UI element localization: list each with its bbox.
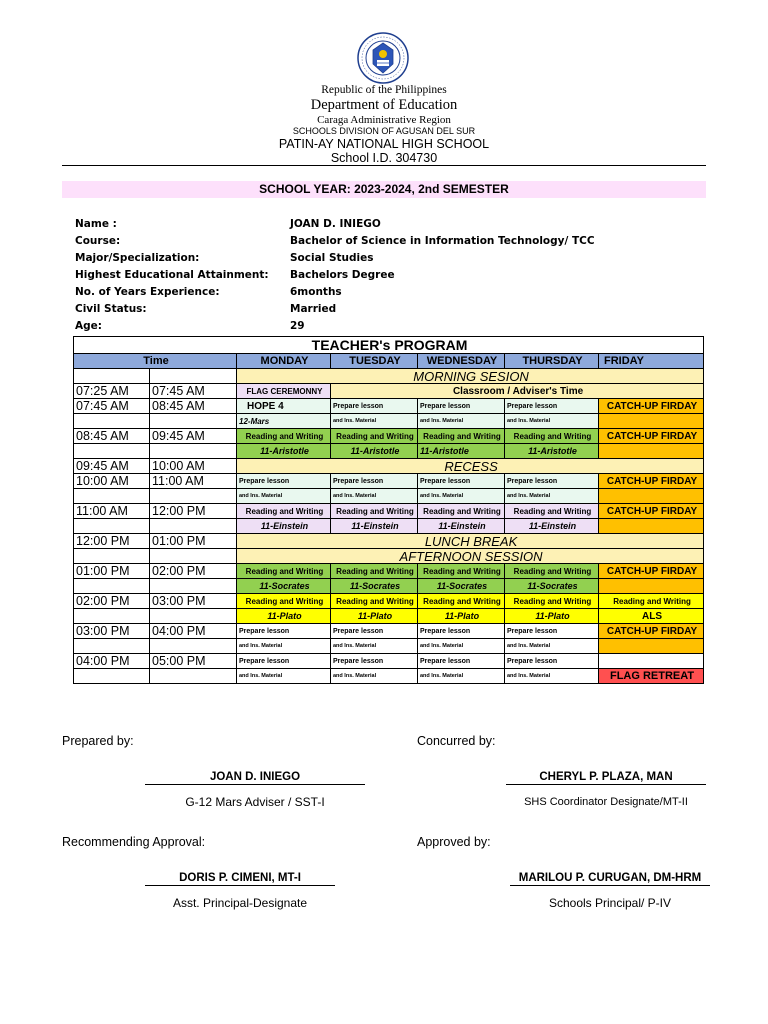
table-row [74, 459, 704, 474]
als-cell: ALS [599, 609, 704, 624]
prepared-by-name: JOAN D. INIEGO [145, 771, 365, 785]
prepare-cell: Prepare lesson [505, 654, 599, 669]
section-cell: 11-Aristotle [331, 444, 418, 459]
section-cell: 11-Socrates [418, 579, 505, 594]
material-cell: and Ins. Material [418, 414, 505, 429]
time-start: 12:00 PM [74, 534, 150, 549]
table-row [74, 609, 704, 624]
department-text: Department of Education [310, 97, 458, 113]
time-start: 11:00 AM [74, 504, 150, 519]
program-title: TEACHER's PROGRAM [74, 337, 704, 354]
time-end: 11:00 AM [150, 474, 237, 489]
prepare-cell: Prepare lesson [418, 399, 505, 414]
teacher-program-table [73, 336, 704, 684]
mars-cell: 12-Mars [237, 414, 331, 429]
recess-label: RECESS [237, 459, 704, 474]
table-row [74, 474, 704, 489]
adviser-time-cell: Classroom / Adviser's Time [331, 384, 704, 399]
catchup-cell: CATCH-UP FIRDAY [599, 399, 704, 414]
material-cell: and Ins. Material [237, 489, 331, 504]
material-cell: and Ins. Material [331, 639, 418, 654]
time-end: 03:00 PM [150, 594, 237, 609]
time-start: 08:45 AM [74, 429, 150, 444]
table-row [74, 444, 704, 459]
table-header-row [74, 354, 704, 369]
reading-writing-cell: Reading and Writing [418, 429, 505, 444]
flag-ceremony-cell: FLAG CEREMONNY [237, 384, 331, 399]
catchup-cell: CATCH-UP FIRDAY [599, 504, 704, 519]
section-cell: 11-Aristotle [418, 444, 505, 459]
recommending-approval-label: Recommending Approval: [62, 835, 206, 849]
school-year-banner: SCHOOL YEAR: 2023-2024, 2nd SEMESTER [62, 181, 706, 198]
section-cell: 11-Einstein [331, 519, 418, 534]
header-wednesday: WEDNESDAY [418, 354, 505, 369]
header-divider [62, 165, 706, 166]
time-end: 04:00 PM [150, 624, 237, 639]
concurred-by-label: Concurred by: [417, 734, 496, 748]
section-cell: 11-Einstein [237, 519, 331, 534]
reading-writing-cell: Reading and Writing [505, 564, 599, 579]
section-cell: 11-Einstein [418, 519, 505, 534]
reading-writing-cell: Reading and Writing [331, 504, 418, 519]
region-text: Caraga Administrative Region [317, 114, 451, 126]
catchup-cell: CATCH-UP FIRDAY [599, 624, 704, 639]
recommending-name: DORIS P. CIMENI, MT-I [145, 872, 335, 886]
catchup-cell: CATCH-UP FIRDAY [599, 429, 704, 444]
header-friday: FRIDAY [599, 354, 704, 369]
school-id: School I.D. 304730 [330, 151, 438, 165]
section-cell: 11-Einstein [505, 519, 599, 534]
time-end: 08:45 AM [150, 399, 237, 414]
table-row [74, 654, 704, 669]
reading-writing-cell: Reading and Writing [331, 594, 418, 609]
reading-writing-cell: Reading and Writing [331, 429, 418, 444]
table-row [74, 399, 704, 414]
header-time: Time [74, 354, 237, 369]
reading-writing-cell: Reading and Writing [599, 594, 704, 609]
time-end: 09:45 AM [150, 429, 237, 444]
time-end: 02:00 PM [150, 564, 237, 579]
catchup-cell: CATCH-UP FIRDAY [599, 564, 704, 579]
reading-writing-cell: Reading and Writing [505, 504, 599, 519]
table-row [74, 429, 704, 444]
recommending-position: Asst. Principal-Designate [172, 896, 308, 910]
reading-writing-cell: Reading and Writing [237, 429, 331, 444]
time-end: 10:00 AM [150, 459, 237, 474]
time-start: 07:25 AM [74, 384, 150, 399]
header-monday: MONDAY [237, 354, 331, 369]
approved-by-name: MARILOU P. CURUGAN, DM-HRM [510, 872, 710, 886]
reading-writing-cell: Reading and Writing [418, 564, 505, 579]
table-row [74, 669, 704, 684]
reading-writing-cell: Reading and Writing [237, 504, 331, 519]
section-cell: 11-Plato [237, 609, 331, 624]
section-cell: 11-Plato [418, 609, 505, 624]
reading-writing-cell: Reading and Writing [505, 594, 599, 609]
prepare-cell: Prepare lesson [331, 474, 418, 489]
reading-writing-cell: Reading and Writing [237, 564, 331, 579]
material-cell: and Ins. Material [418, 639, 505, 654]
table-row [74, 579, 704, 594]
material-cell: and Ins. Material [505, 414, 599, 429]
prepared-by-label: Prepared by: [62, 734, 134, 748]
table-row [74, 549, 704, 564]
table-row [74, 594, 704, 609]
time-end: 12:00 PM [150, 504, 237, 519]
header-thursday: THURSDAY [505, 354, 599, 369]
material-cell: and Ins. Material [237, 639, 331, 654]
table-row [74, 384, 704, 399]
reading-writing-cell: Reading and Writing [505, 429, 599, 444]
catchup-cell: CATCH-UP FIRDAY [599, 474, 704, 489]
material-cell: and Ins. Material [505, 489, 599, 504]
table-row [74, 639, 704, 654]
time-end: 05:00 PM [150, 654, 237, 669]
table-row [74, 564, 704, 579]
prepare-cell: Prepare lesson [505, 624, 599, 639]
material-cell: and Ins. Material [331, 669, 418, 684]
time-end: 01:00 PM [150, 534, 237, 549]
section-cell: 11-Socrates [331, 579, 418, 594]
time-start: 07:45 AM [74, 399, 150, 414]
school-name: PATIN-AY NATIONAL HIGH SCHOOL [278, 137, 490, 151]
hope4-cell: HOPE 4 [237, 399, 331, 414]
approved-by-label: Approved by: [417, 835, 491, 849]
table-row [74, 534, 704, 549]
concurred-by-position: SHS Coordinator Designate/MT-II [524, 796, 688, 808]
table-row [74, 519, 704, 534]
material-cell: and Ins. Material [505, 639, 599, 654]
prepare-cell: Prepare lesson [331, 624, 418, 639]
prepare-cell: Prepare lesson [505, 474, 599, 489]
prepare-cell: Prepare lesson [331, 654, 418, 669]
material-cell: and Ins. Material [331, 414, 418, 429]
concurred-by-name: CHERYL P. PLAZA, MAN [506, 771, 706, 785]
material-cell: and Ins. Material [237, 669, 331, 684]
table-row [74, 414, 704, 429]
material-cell: and Ins. Material [331, 489, 418, 504]
table-title-row [74, 337, 704, 354]
table-row [74, 504, 704, 519]
republic-text: Republic of the Philippines [321, 84, 447, 96]
material-cell: and Ins. Material [418, 489, 505, 504]
prepare-cell: Prepare lesson [331, 399, 418, 414]
time-start: 09:45 AM [74, 459, 150, 474]
division-text: SCHOOLS DIVISION OF AGUSAN DEL SUR [292, 126, 476, 136]
time-end: 07:45 AM [150, 384, 237, 399]
section-cell: 11-Aristotle [237, 444, 331, 459]
prepare-cell: Prepare lesson [418, 654, 505, 669]
prepare-cell: Prepare lesson [505, 399, 599, 414]
reading-writing-cell: Reading and Writing [418, 594, 505, 609]
section-cell: 11-Plato [505, 609, 599, 624]
time-start: 10:00 AM [74, 474, 150, 489]
table-row [74, 624, 704, 639]
prepare-cell: Prepare lesson [237, 624, 331, 639]
prepare-cell: Prepare lesson [237, 474, 331, 489]
section-cell: 11-Socrates [505, 579, 599, 594]
section-cell: 11-Plato [331, 609, 418, 624]
lunch-break-label: LUNCH BREAK [237, 534, 704, 549]
reading-writing-cell: Reading and Writing [418, 504, 505, 519]
time-start: 03:00 PM [74, 624, 150, 639]
table-row [74, 489, 704, 504]
time-start: 01:00 PM [74, 564, 150, 579]
prepare-cell: Prepare lesson [237, 654, 331, 669]
reading-writing-cell: Reading and Writing [237, 594, 331, 609]
prepared-by-position: G-12 Mars Adviser / SST-I [185, 795, 325, 809]
flag-retreat-cell: FLAG RETREAT [599, 669, 704, 684]
time-start: 04:00 PM [74, 654, 150, 669]
morning-session-label: MORNING SESION [237, 369, 704, 384]
table-row [74, 369, 704, 384]
section-cell: 11-Socrates [237, 579, 331, 594]
afternoon-session-label: AFTERNOON SESSION [237, 549, 704, 564]
section-cell: 11-Aristotle [505, 444, 599, 459]
reading-writing-cell: Reading and Writing [331, 564, 418, 579]
approved-by-position: Schools Principal/ P-IV [548, 896, 672, 910]
material-cell: and Ins. Material [418, 669, 505, 684]
prepare-cell: Prepare lesson [418, 474, 505, 489]
header-tuesday: TUESDAY [331, 354, 418, 369]
material-cell: and Ins. Material [505, 669, 599, 684]
prepare-cell: Prepare lesson [418, 624, 505, 639]
time-start: 02:00 PM [74, 594, 150, 609]
deped-seal-logo [357, 32, 409, 84]
